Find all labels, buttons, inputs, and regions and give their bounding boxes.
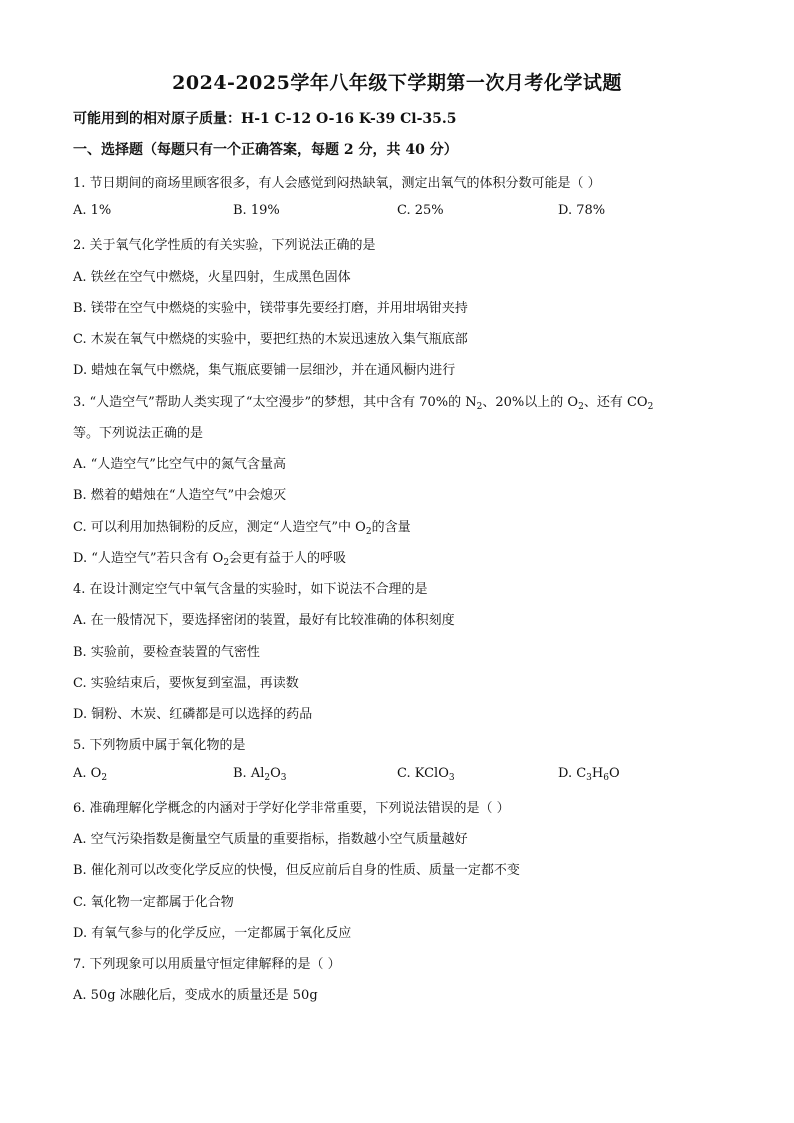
exam-title: 2024-2025学年八年级下学期第一次月考化学试题 [172,72,622,94]
question-2-stem: 2. 关于氧气化学性质的有关实验，下列说法正确的是 [73,238,376,253]
q6-option-d: D. 有氧气参与的化学反应，一定都属于氧化反应 [73,926,352,941]
question-3-stem: 3. “人造空气”帮助人类实现了“太空漫步”的梦想，其中含有 70%的 $N_2$、20%以上的 $O_2$、还有 $CO_2$ [73,395,654,412]
q3-option-a: A. “人造空气”比空气中的氮气含量高 [73,457,286,472]
q2-option-c: C. 木炭在氧气中燃烧的实验中，要把红热的木炭迅速放入集气瓶底部 [73,332,468,347]
q2-option-d: D. 蜡烛在氧气中燃烧，集气瓶底要铺一层细沙，并在通风橱内进行 [73,363,456,378]
q1-option-b: B. 19% [233,203,280,218]
q3-option-b: B. 燃着的蜡烛在“人造空气”中会熄灭 [73,488,287,503]
q5-option-a: A. $O_2$ [73,766,108,783]
question-5-stem: 5. 下列物质中属于氧化物的是 [73,738,246,753]
question-1-stem: 1. 节日期间的商场里顾客很多，有人会感觉到闷热缺氧，测定出氧气的体积分数可能是（ ） [73,176,601,191]
q5-option-c: C. KClO$_3$ [397,766,455,783]
q4-option-c: C. 实验结束后，要恢复到室温，再读数 [73,676,299,691]
question-7-stem: 7. 下列现象可以用质量守恒定律解释的是（ ） [73,957,341,972]
question-3-stem-cont: 等。下列说法正确的是 [73,426,204,441]
atomic-masses: 可能用到的相对原子质量：H-1 C-12 O-16 K-39 Cl-35.5 [73,111,457,127]
q1-option-d: D. 78% [558,203,606,218]
q6-option-b: B. 催化剂可以改变化学反应的快慢，但反应前后自身的性质、质量一定都不变 [73,863,520,878]
q6-option-a: A. 空气污染指数是衡量空气质量的重要指标，指数越小空气质量越好 [73,832,468,847]
q6-option-c: C. 氧化物一定都属于化合物 [73,895,234,910]
section-heading: 一、选择题（每题只有一个正确答案，每题 2 分，共 40 分） [73,142,458,158]
question-6-stem: 6. 准确理解化学概念的内涵对于学好化学非常重要，下列说法错误的是（ ） [73,801,510,816]
q3-option-c: C. 可以利用加热铜粉的反应，测定“人造空气”中 $O_2$的含量 [73,520,411,537]
q5-option-d: D. $C_3H_6O$ [558,766,620,783]
q4-option-d: D. 铜粉、木炭、红磷都是可以选择的药品 [73,707,313,722]
q5-option-b: B. $Al_2O_3$ [233,766,287,783]
q4-option-b: B. 实验前，要检查装置的气密性 [73,645,260,660]
q2-option-a: A. 铁丝在空气中燃烧，火星四射，生成黑色固体 [73,270,351,285]
q1-option-a: A. 1% [73,203,112,218]
q7-option-a: A. 50g 冰融化后，变成水的质量还是 50g [73,988,318,1003]
q2-option-b: B. 镁带在空气中燃烧的实验中，镁带事先要经打磨，并用坩埚钳夹持 [73,301,468,316]
question-4-stem: 4. 在设计测定空气中氧气含量的实验时，如下说法不合理的是 [73,582,428,597]
q3-option-d: D. “人造空气”若只含有 $O_2$会更有益于人的呼吸 [73,551,347,568]
q1-option-c: C. 25% [397,203,444,218]
q4-option-a: A. 在一般情况下，要选择密闭的装置，最好有比较准确的体积刻度 [73,613,455,628]
